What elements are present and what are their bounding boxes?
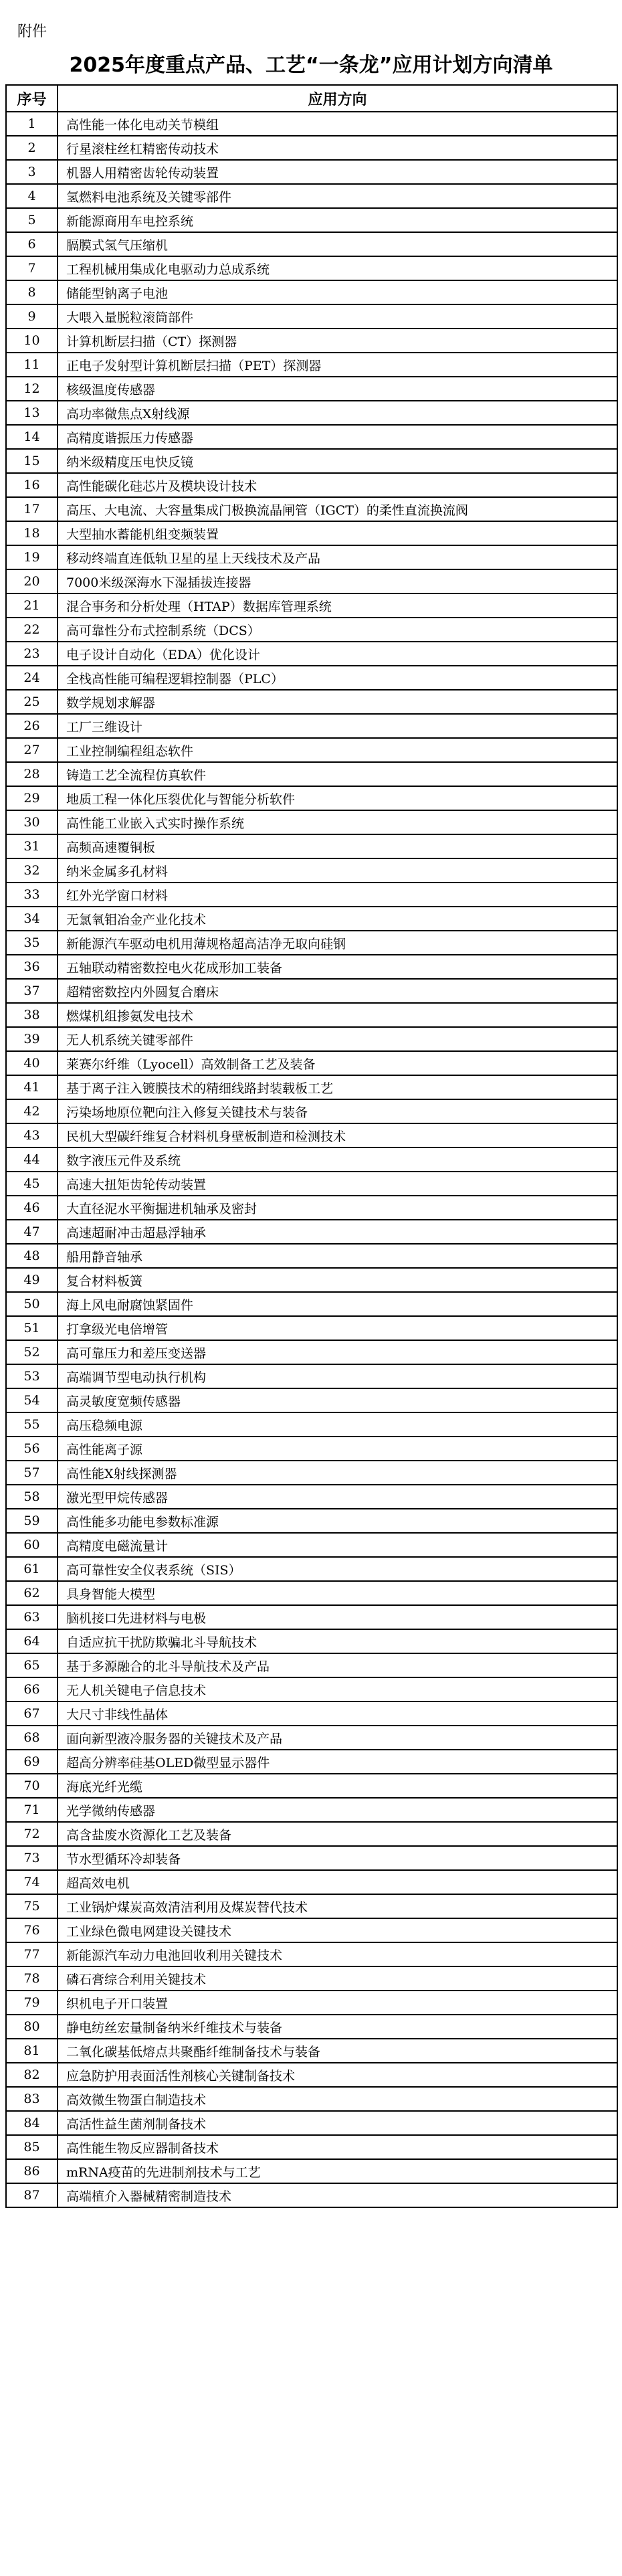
row-number: 8 xyxy=(6,280,58,304)
row-number: 55 xyxy=(6,1412,58,1437)
row-direction: 高性能碳化硅芯片及模块设计技术 xyxy=(58,473,617,497)
table-row xyxy=(6,256,617,280)
row-direction: 大直径泥水平衡掘进机轴承及密封 xyxy=(58,1196,617,1220)
table-row xyxy=(6,858,617,883)
row-number: 28 xyxy=(6,762,58,786)
row-number: 4 xyxy=(6,184,58,208)
row-direction: 基于离子注入镀膜技术的精细线路封装载板工艺 xyxy=(58,1075,617,1099)
row-direction: 高精度谐振压力传感器 xyxy=(58,425,617,449)
table-row xyxy=(6,979,617,1003)
row-number: 35 xyxy=(6,931,58,955)
table-row xyxy=(6,1364,617,1388)
row-direction: 无人机关键电子信息技术 xyxy=(58,1677,617,1701)
row-direction: 高性能多功能电参数标准源 xyxy=(58,1509,617,1533)
row-direction: 纳米金属多孔材料 xyxy=(58,858,617,883)
row-direction: 高性能生物反应器制备技术 xyxy=(58,2135,617,2159)
row-number: 42 xyxy=(6,1099,58,1123)
row-number: 12 xyxy=(6,377,58,401)
table-row xyxy=(6,1557,617,1581)
table-row xyxy=(6,2111,617,2135)
table-row xyxy=(6,1220,617,1244)
row-number: 60 xyxy=(6,1533,58,1557)
row-number: 58 xyxy=(6,1485,58,1509)
table-row xyxy=(6,353,617,377)
table-row xyxy=(6,1870,617,1894)
row-direction: 大喂入量脱粒滚筒部件 xyxy=(58,304,617,329)
row-number: 36 xyxy=(6,955,58,979)
row-number: 50 xyxy=(6,1292,58,1316)
header-direction: 应用方向 xyxy=(58,85,617,112)
attachment-label: 附件 xyxy=(17,23,47,40)
table-row xyxy=(6,834,617,858)
row-number: 31 xyxy=(6,834,58,858)
row-direction: 脑机接口先进材料与电极 xyxy=(58,1605,617,1629)
row-number: 24 xyxy=(6,666,58,690)
table-row xyxy=(6,136,617,160)
row-direction: 机器人用精密齿轮传动装置 xyxy=(58,160,617,184)
row-number: 17 xyxy=(6,497,58,521)
table-row xyxy=(6,1991,617,2015)
table-row xyxy=(6,545,617,569)
row-direction: 工业控制编程组态软件 xyxy=(58,738,617,762)
row-number: 75 xyxy=(6,1894,58,1918)
row-direction: 静电纺丝宏量制备纳米纤维技术与装备 xyxy=(58,2015,617,2039)
table-row xyxy=(6,1605,617,1629)
row-direction: 移动终端直连低轨卫星的星上天线技术及产品 xyxy=(58,545,617,569)
row-direction: 核级温度传感器 xyxy=(58,377,617,401)
row-direction: 高速超耐冲击超悬浮轴承 xyxy=(58,1220,617,1244)
table-row xyxy=(6,377,617,401)
table-row xyxy=(6,762,617,786)
row-number: 73 xyxy=(6,1846,58,1870)
table-row xyxy=(6,401,617,425)
direction-table xyxy=(5,84,618,2208)
row-number: 32 xyxy=(6,858,58,883)
row-number: 16 xyxy=(6,473,58,497)
row-direction: 无人机系统关键零部件 xyxy=(58,1027,617,1051)
table-row xyxy=(6,2159,617,2183)
row-direction: 高频高速覆铜板 xyxy=(58,834,617,858)
row-number: 7 xyxy=(6,256,58,280)
table-row xyxy=(6,1412,617,1437)
table-row xyxy=(6,1750,617,1774)
table-row xyxy=(6,738,617,762)
table-row xyxy=(6,1123,617,1147)
row-direction: 电子设计自动化（EDA）优化设计 xyxy=(58,642,617,666)
row-direction: 膈膜式氢气压缩机 xyxy=(58,232,617,256)
table-row xyxy=(6,1485,617,1509)
table-row xyxy=(6,1003,617,1027)
row-number: 46 xyxy=(6,1196,58,1220)
row-number: 21 xyxy=(6,593,58,618)
row-number: 63 xyxy=(6,1605,58,1629)
row-direction: 节水型循环冷却装备 xyxy=(58,1846,617,1870)
row-number: 37 xyxy=(6,979,58,1003)
row-direction: 数字液压元件及系统 xyxy=(58,1147,617,1172)
row-direction: 铸造工艺全流程仿真软件 xyxy=(58,762,617,786)
table-row xyxy=(6,593,617,618)
row-number: 53 xyxy=(6,1364,58,1388)
row-number: 27 xyxy=(6,738,58,762)
row-direction: 地质工程一体化压裂优化与智能分析软件 xyxy=(58,786,617,810)
row-direction: 民机大型碳纤维复合材料机身壁板制造和检测技术 xyxy=(58,1123,617,1147)
table-row xyxy=(6,1099,617,1123)
table-row xyxy=(6,1942,617,1966)
table-row xyxy=(6,2135,617,2159)
row-direction: 污染场地原位靶向注入修复关键技术与装备 xyxy=(58,1099,617,1123)
row-direction: 7000米级深海水下湿插拔连接器 xyxy=(58,569,617,593)
row-direction: 高性能工业嵌入式实时操作系统 xyxy=(58,810,617,834)
table-row xyxy=(6,1437,617,1461)
row-direction: 莱赛尔纤维（Lyocell）高效制备工艺及装备 xyxy=(58,1051,617,1075)
table-row xyxy=(6,1726,617,1750)
row-direction: 大型抽水蓄能机组变频装置 xyxy=(58,521,617,545)
table-row xyxy=(6,1918,617,1942)
row-direction: 纳米级精度压电快反镜 xyxy=(58,449,617,473)
row-number: 40 xyxy=(6,1051,58,1075)
row-direction: 高可靠性分布式控制系统（DCS） xyxy=(58,618,617,642)
row-direction: mRNA疫苗的先进制剂技术与工艺 xyxy=(58,2159,617,2183)
table-row xyxy=(6,714,617,738)
row-number: 54 xyxy=(6,1388,58,1412)
table-row xyxy=(6,1822,617,1846)
row-number: 34 xyxy=(6,907,58,931)
row-number: 47 xyxy=(6,1220,58,1244)
table-row xyxy=(6,1292,617,1316)
table-row xyxy=(6,449,617,473)
table-row xyxy=(6,497,617,521)
table-row xyxy=(6,883,617,907)
table-row xyxy=(6,1629,617,1653)
row-number: 19 xyxy=(6,545,58,569)
table-row xyxy=(6,810,617,834)
row-number: 38 xyxy=(6,1003,58,1027)
table-row xyxy=(6,329,617,353)
row-number: 57 xyxy=(6,1461,58,1485)
row-number: 56 xyxy=(6,1437,58,1461)
row-direction: 光学微纳传感器 xyxy=(58,1798,617,1822)
row-direction: 正电子发射型计算机断层扫描（PET）探测器 xyxy=(58,353,617,377)
row-number: 87 xyxy=(6,2183,58,2207)
row-number: 81 xyxy=(6,2039,58,2063)
table-row xyxy=(6,1027,617,1051)
row-number: 30 xyxy=(6,810,58,834)
row-number: 9 xyxy=(6,304,58,329)
table-row xyxy=(6,955,617,979)
row-direction: 工厂三维设计 xyxy=(58,714,617,738)
row-direction: 自适应抗干扰防欺骗北斗导航技术 xyxy=(58,1629,617,1653)
row-number: 74 xyxy=(6,1870,58,1894)
row-number: 85 xyxy=(6,2135,58,2159)
row-direction: 新能源汽车驱动电机用薄规格超高洁净无取向硅钢 xyxy=(58,931,617,955)
row-direction: 数学规划求解器 xyxy=(58,690,617,714)
table-row xyxy=(6,1509,617,1533)
table-row xyxy=(6,160,617,184)
row-number: 72 xyxy=(6,1822,58,1846)
row-direction: 超高分辨率硅基OLED微型显示器件 xyxy=(58,1750,617,1774)
page-title: 2025年度重点产品、工艺“一条龙”应用计划方向清单 xyxy=(69,54,553,77)
row-direction: 高压、大电流、大容量集成门极换流晶闸管（IGCT）的柔性直流换流阀 xyxy=(58,497,617,521)
row-number: 6 xyxy=(6,232,58,256)
table-row xyxy=(6,2039,617,2063)
table-row xyxy=(6,425,617,449)
row-number: 18 xyxy=(6,521,58,545)
row-number: 79 xyxy=(6,1991,58,2015)
row-direction: 工业锅炉煤炭高效清洁利用及煤炭替代技术 xyxy=(58,1894,617,1918)
row-direction: 二氧化碳基低熔点共聚酯纤维制备技术与装备 xyxy=(58,2039,617,2063)
row-direction: 高性能X射线探测器 xyxy=(58,1461,617,1485)
row-number: 64 xyxy=(6,1629,58,1653)
row-number: 51 xyxy=(6,1316,58,1340)
table-row xyxy=(6,184,617,208)
row-number: 45 xyxy=(6,1172,58,1196)
row-number: 41 xyxy=(6,1075,58,1099)
row-number: 2 xyxy=(6,136,58,160)
table-row xyxy=(6,521,617,545)
row-number: 77 xyxy=(6,1942,58,1966)
row-number: 14 xyxy=(6,425,58,449)
table-row xyxy=(6,2015,617,2039)
table-row xyxy=(6,1774,617,1798)
row-number: 66 xyxy=(6,1677,58,1701)
row-number: 78 xyxy=(6,1966,58,1991)
table-row xyxy=(6,1533,617,1557)
table-row xyxy=(6,232,617,256)
row-direction: 高活性益生菌剂制备技术 xyxy=(58,2111,617,2135)
row-number: 1 xyxy=(6,112,58,136)
row-number: 59 xyxy=(6,1509,58,1533)
row-number: 61 xyxy=(6,1557,58,1581)
table-row xyxy=(6,1894,617,1918)
row-number: 11 xyxy=(6,353,58,377)
row-direction: 高速大扭矩齿轮传动装置 xyxy=(58,1172,617,1196)
row-direction: 面向新型液冷服务器的关键技术及产品 xyxy=(58,1726,617,1750)
row-direction: 储能型钠离子电池 xyxy=(58,280,617,304)
row-direction: 高可靠压力和差压变送器 xyxy=(58,1340,617,1364)
row-number: 69 xyxy=(6,1750,58,1774)
row-direction: 高效微生物蛋白制造技术 xyxy=(58,2087,617,2111)
row-number: 65 xyxy=(6,1653,58,1677)
row-number: 39 xyxy=(6,1027,58,1051)
row-direction: 高性能离子源 xyxy=(58,1437,617,1461)
table-row xyxy=(6,1581,617,1605)
row-direction: 海底光纤光缆 xyxy=(58,1774,617,1798)
table-row xyxy=(6,1388,617,1412)
table-row xyxy=(6,473,617,497)
table-row xyxy=(6,280,617,304)
row-direction: 海上风电耐腐蚀紧固件 xyxy=(58,1292,617,1316)
row-number: 13 xyxy=(6,401,58,425)
row-direction: 超高效电机 xyxy=(58,1870,617,1894)
table-row xyxy=(6,1461,617,1485)
row-number: 62 xyxy=(6,1581,58,1605)
row-direction: 打拿级光电倍增管 xyxy=(58,1316,617,1340)
row-number: 23 xyxy=(6,642,58,666)
row-direction: 高功率微焦点X射线源 xyxy=(58,401,617,425)
row-direction: 磷石膏综合利用关键技术 xyxy=(58,1966,617,1991)
table-row xyxy=(6,666,617,690)
row-number: 82 xyxy=(6,2063,58,2087)
row-direction: 高端调节型电动执行机构 xyxy=(58,1364,617,1388)
row-number: 71 xyxy=(6,1798,58,1822)
table-row xyxy=(6,569,617,593)
row-number: 3 xyxy=(6,160,58,184)
row-direction: 复合材料板簧 xyxy=(58,1268,617,1292)
table-row xyxy=(6,112,617,136)
table-row xyxy=(6,690,617,714)
table-row xyxy=(6,1316,617,1340)
table-row xyxy=(6,2063,617,2087)
table-body xyxy=(6,112,617,2207)
table-row xyxy=(6,1075,617,1099)
row-direction: 工业绿色微电网建设关键技术 xyxy=(58,1918,617,1942)
row-direction: 高灵敏度宽频传感器 xyxy=(58,1388,617,1412)
row-direction: 激光型甲烷传感器 xyxy=(58,1485,617,1509)
table-row xyxy=(6,1268,617,1292)
table-row xyxy=(6,1196,617,1220)
row-number: 15 xyxy=(6,449,58,473)
row-number: 22 xyxy=(6,618,58,642)
table-row xyxy=(6,1677,617,1701)
row-direction: 混合事务和分析处理（HTAP）数据库管理系统 xyxy=(58,593,617,618)
row-direction: 行星滚柱丝杠精密传动技术 xyxy=(58,136,617,160)
row-direction: 无氯氧钼冶金产业化技术 xyxy=(58,907,617,931)
row-direction: 计算机断层扫描（CT）探测器 xyxy=(58,329,617,353)
row-number: 25 xyxy=(6,690,58,714)
row-direction: 新能源商用车电控系统 xyxy=(58,208,617,232)
row-number: 67 xyxy=(6,1701,58,1726)
row-number: 20 xyxy=(6,569,58,593)
table-row xyxy=(6,2183,617,2207)
table-row xyxy=(6,1147,617,1172)
row-direction: 新能源汽车动力电池回收利用关键技术 xyxy=(58,1942,617,1966)
row-number: 84 xyxy=(6,2111,58,2135)
row-direction: 大尺寸非线性晶体 xyxy=(58,1701,617,1726)
row-direction: 高压稳频电源 xyxy=(58,1412,617,1437)
row-number: 76 xyxy=(6,1918,58,1942)
row-direction: 高端植介入器械精密制造技术 xyxy=(58,2183,617,2207)
table-row xyxy=(6,931,617,955)
table-row xyxy=(6,907,617,931)
table-header-row xyxy=(6,85,617,112)
row-number: 52 xyxy=(6,1340,58,1364)
row-direction: 高性能一体化电动关节模组 xyxy=(58,112,617,136)
row-direction: 全栈高性能可编程逻辑控制器（PLC） xyxy=(58,666,617,690)
row-number: 49 xyxy=(6,1268,58,1292)
row-direction: 超精密数控内外圆复合磨床 xyxy=(58,979,617,1003)
table-row xyxy=(6,2087,617,2111)
table-row xyxy=(6,618,617,642)
row-number: 43 xyxy=(6,1123,58,1147)
row-direction: 红外光学窗口材料 xyxy=(58,883,617,907)
table-row xyxy=(6,1701,617,1726)
row-number: 29 xyxy=(6,786,58,810)
table-row xyxy=(6,1653,617,1677)
row-direction: 基于多源融合的北斗导航技术及产品 xyxy=(58,1653,617,1677)
table-row xyxy=(6,642,617,666)
row-number: 5 xyxy=(6,208,58,232)
row-direction: 五轴联动精密数控电火花成形加工装备 xyxy=(58,955,617,979)
row-number: 70 xyxy=(6,1774,58,1798)
row-direction: 燃煤机组掺氨发电技术 xyxy=(58,1003,617,1027)
row-number: 44 xyxy=(6,1147,58,1172)
row-number: 48 xyxy=(6,1244,58,1268)
row-number: 33 xyxy=(6,883,58,907)
row-direction: 高精度电磁流量计 xyxy=(58,1533,617,1557)
row-number: 10 xyxy=(6,329,58,353)
row-direction: 具身智能大模型 xyxy=(58,1581,617,1605)
table-row xyxy=(6,1051,617,1075)
table-row xyxy=(6,304,617,329)
table-row xyxy=(6,1172,617,1196)
row-direction: 织机电子开口装置 xyxy=(58,1991,617,2015)
row-direction: 氢燃料电池系统及关键零部件 xyxy=(58,184,617,208)
table-row xyxy=(6,1966,617,1991)
row-number: 68 xyxy=(6,1726,58,1750)
header-number: 序号 xyxy=(6,85,58,112)
row-number: 83 xyxy=(6,2087,58,2111)
row-direction: 工程机械用集成化电驱动力总成系统 xyxy=(58,256,617,280)
table-row xyxy=(6,1846,617,1870)
table-row xyxy=(6,786,617,810)
table-row xyxy=(6,208,617,232)
row-direction: 船用静音轴承 xyxy=(58,1244,617,1268)
row-number: 26 xyxy=(6,714,58,738)
row-number: 80 xyxy=(6,2015,58,2039)
row-direction: 应急防护用表面活性剂核心关键制备技术 xyxy=(58,2063,617,2087)
row-direction: 高可靠性安全仪表系统（SIS） xyxy=(58,1557,617,1581)
table-row xyxy=(6,1798,617,1822)
row-direction: 高含盐废水资源化工艺及装备 xyxy=(58,1822,617,1846)
table-row xyxy=(6,1244,617,1268)
row-number: 86 xyxy=(6,2159,58,2183)
table-row xyxy=(6,1340,617,1364)
